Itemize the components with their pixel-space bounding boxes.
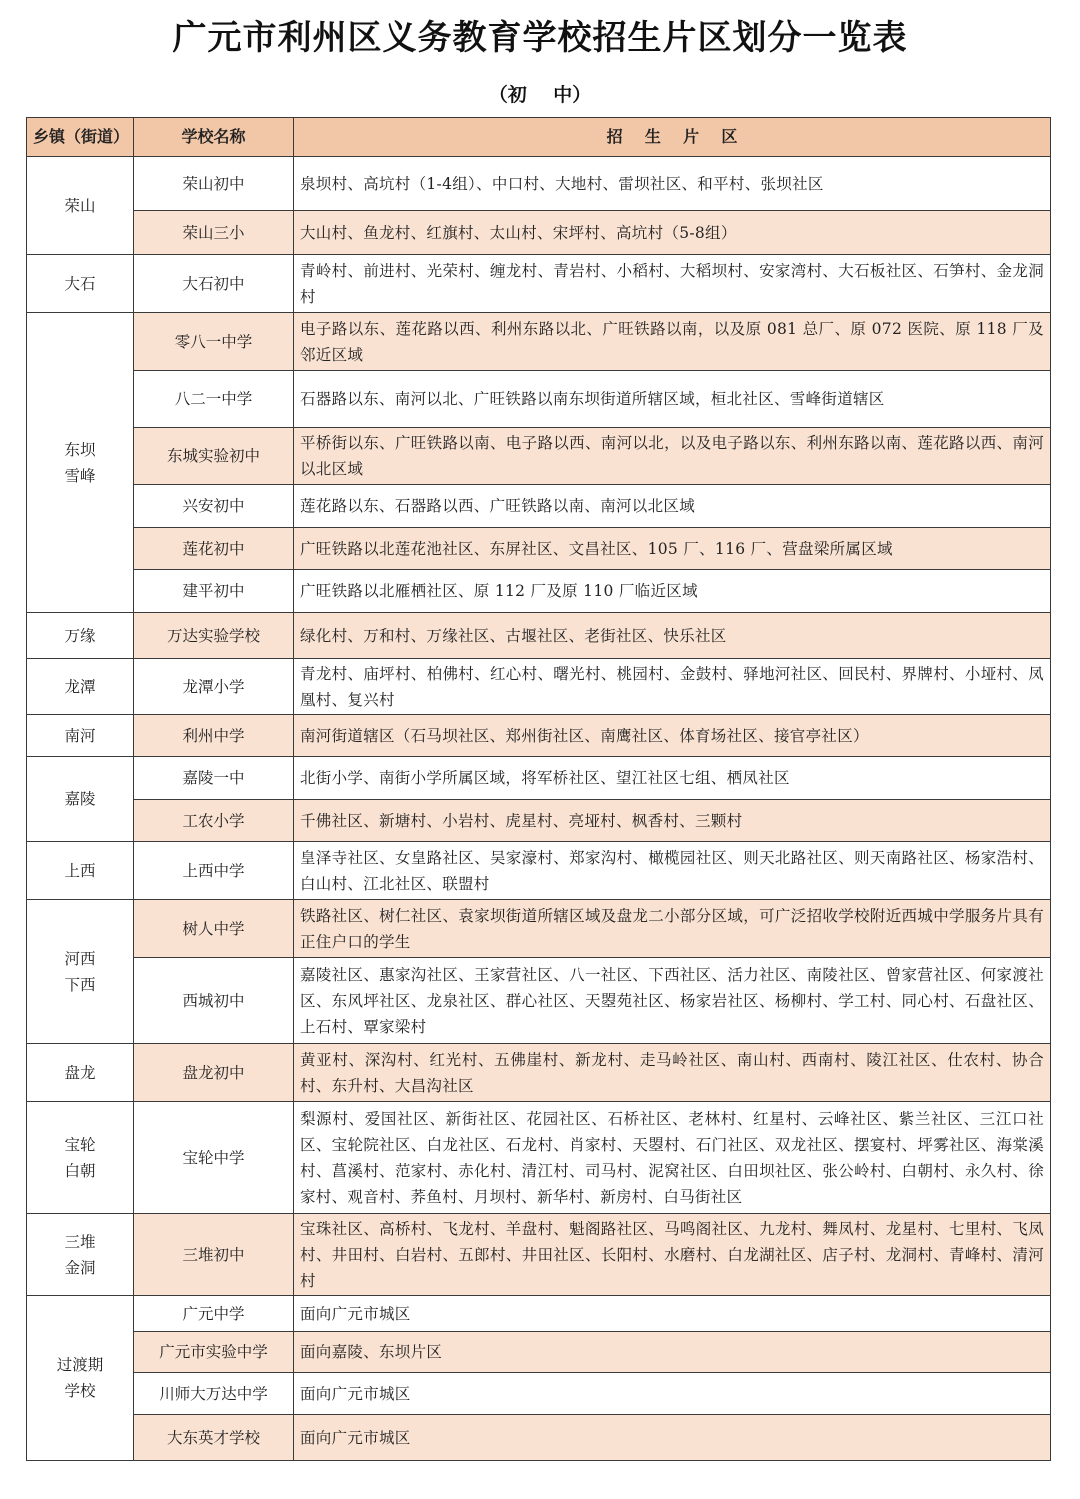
town-cell: 万缘 xyxy=(27,613,134,659)
area-cell: 嘉陵社区、惠家沟社区、王家营社区、八一社区、下西社区、活力社区、南陵社区、曾家营社区、何家渡社区、东风坪社区、龙泉社区、群心社区、天曌苑社区、杨家岩社区、杨柳村、学工村、同心村、石盘社区、上石村、覃家梁村 xyxy=(294,958,1051,1044)
town-cell: 过渡期 学校 xyxy=(27,1296,134,1461)
area-cell: 青龙村、庙坪村、柏佛村、红心村、曙光村、桃园村、金鼓村、驿地河社区、回民村、界牌村、小垭村、凤凰村、复兴村 xyxy=(294,659,1051,715)
table-row xyxy=(27,800,1051,842)
area-cell: 千佛社区、新塘村、小岩村、虎星村、亮垭村、枫香村、三颗村 xyxy=(294,800,1051,842)
school-cell: 川师大万达中学 xyxy=(134,1373,294,1415)
area-cell: 青岭村、前进村、光荣村、缠龙村、青岩村、小稻村、大稻坝村、安家湾村、大石板社区、石笋村、金龙洞村 xyxy=(294,255,1051,313)
table-row xyxy=(27,570,1051,613)
area-cell: 皇泽寺社区、女皇路社区、吴家濠村、郑家沟村、橄榄园社区、则天北路社区、则天南路社区、杨家浩村、白山村、江北社区、联盟村 xyxy=(294,842,1051,900)
school-cell: 利州中学 xyxy=(134,715,294,757)
town-cell: 三堆 金洞 xyxy=(27,1214,134,1296)
area-cell: 绿化村、万和村、万缘社区、古堰社区、老街社区、快乐社区 xyxy=(294,613,1051,659)
table-row xyxy=(27,900,1051,958)
table-row xyxy=(27,428,1051,485)
school-cell: 万达实验学校 xyxy=(134,613,294,659)
table-row xyxy=(27,1214,1051,1296)
school-cell: 兴安初中 xyxy=(134,485,294,528)
school-cell: 东城实验初中 xyxy=(134,428,294,485)
area-cell: 广旺铁路以北莲花池社区、东屏社区、文昌社区、105 厂、116 厂、营盘梁所属区域 xyxy=(294,528,1051,570)
area-cell: 梨源村、爱国社区、新街社区、花园社区、石桥社区、老林村、红星村、云峰社区、紫兰社区、三江口社区、宝轮院社区、白龙社区、石龙村、肖家村、天曌村、石门社区、双龙社区、摆宴村、坪雾社区、海棠溪村、菖溪村、范家村、赤化村、清江村、司马村、泥窝社区、白田坝社区、张公岭村、白朝村、永久村、徐家村、观音村、荞鱼村、月坝村、新华村、新房村、白马街社区 xyxy=(294,1102,1051,1214)
area-cell: 面向广元市城区 xyxy=(294,1296,1051,1332)
school-cell: 广元市实验中学 xyxy=(134,1332,294,1373)
table-row xyxy=(27,1415,1051,1461)
area-cell: 面向广元市城区 xyxy=(294,1415,1051,1461)
school-cell: 荣山初中 xyxy=(134,157,294,211)
school-cell: 建平初中 xyxy=(134,570,294,613)
area-cell: 铁路社区、树仁社区、袁家坝街道所辖区域及盘龙二小部分区域，可广泛招收学校附近西城中学服务片具有正住户口的学生 xyxy=(294,900,1051,958)
school-cell: 西城初中 xyxy=(134,958,294,1044)
area-cell: 平桥街以东、广旺铁路以南、电子路以西、南河以北，以及电子路以东、利州东路以南、莲花路以西、南河以北区域 xyxy=(294,428,1051,485)
town-cell: 大石 xyxy=(27,255,134,313)
area-cell: 南河街道辖区（石马坝社区、郑州街社区、南鹰社区、体育场社区、接官亭社区） xyxy=(294,715,1051,757)
school-cell: 广元中学 xyxy=(134,1296,294,1332)
town-cell: 河西 下西 xyxy=(27,900,134,1044)
town-cell: 荣山 xyxy=(27,157,134,255)
area-cell: 莲花路以东、石器路以西、广旺铁路以南、南河以北区域 xyxy=(294,485,1051,528)
area-cell: 面向广元市城区 xyxy=(294,1373,1051,1415)
school-cell: 宝轮中学 xyxy=(134,1102,294,1214)
school-cell: 荣山三小 xyxy=(134,211,294,255)
area-cell: 北街小学、南街小学所属区域，将军桥社区、望江社区七组、栖凤社区 xyxy=(294,757,1051,800)
table-row xyxy=(27,211,1051,255)
table-row xyxy=(27,1332,1051,1373)
table-row xyxy=(27,842,1051,900)
header-school: 学校名称 xyxy=(134,118,294,157)
page-title: 广元市利州区义务教育学校招生片区划分一览表 xyxy=(172,18,908,58)
area-cell: 大山村、鱼龙村、红旗村、太山村、宋坪村、高坑村（5-8组） xyxy=(294,211,1051,255)
table-row xyxy=(27,1296,1051,1332)
table-row xyxy=(27,958,1051,1044)
area-cell: 面向嘉陵、东坝片区 xyxy=(294,1332,1051,1373)
table-header-row xyxy=(27,118,1051,157)
school-cell: 大石初中 xyxy=(134,255,294,313)
school-cell: 树人中学 xyxy=(134,900,294,958)
town-cell: 宝轮 白朝 xyxy=(27,1102,134,1214)
enrollment-table xyxy=(26,117,1051,1461)
area-cell: 黄亚村、深沟村、红光村、五佛崖村、新龙村、走马岭社区、南山村、西南村、陵江社区、仕农村、协合村、东升村、大昌沟社区 xyxy=(294,1044,1051,1102)
school-cell: 盘龙初中 xyxy=(134,1044,294,1102)
table-row xyxy=(27,1373,1051,1415)
town-cell: 南河 xyxy=(27,715,134,757)
area-cell: 广旺铁路以北雁栖社区、原 112 厂及原 110 厂临近区域 xyxy=(294,570,1051,613)
table-row xyxy=(27,613,1051,659)
school-cell: 大东英才学校 xyxy=(134,1415,294,1461)
town-cell: 盘龙 xyxy=(27,1044,134,1102)
school-cell: 嘉陵一中 xyxy=(134,757,294,800)
table-row xyxy=(27,371,1051,428)
table-row xyxy=(27,313,1051,371)
school-cell: 龙潭小学 xyxy=(134,659,294,715)
area-cell: 宝珠社区、高桥村、飞龙村、羊盘村、魁阁路社区、马鸣阁社区、九龙村、舞凤村、龙星村、七里村、飞凤村、井田村、白岩村、五郎村、井田社区、长阳村、水磨村、白龙湖社区、店子村、龙洞村、青峰村、清河村 xyxy=(294,1214,1051,1296)
header-area: 招 生 片 区 xyxy=(294,118,1051,157)
header-town: 乡镇（街道） xyxy=(27,118,134,157)
town-cell: 嘉陵 xyxy=(27,757,134,842)
page-subtitle: （初 中） xyxy=(488,84,592,106)
table-row xyxy=(27,157,1051,211)
school-cell: 莲花初中 xyxy=(134,528,294,570)
table-row xyxy=(27,757,1051,800)
area-cell: 电子路以东、莲花路以西、利州东路以北、广旺铁路以南，以及原 081 总厂、原 072 医院、原 118 厂及邻近区域 xyxy=(294,313,1051,371)
school-cell: 工农小学 xyxy=(134,800,294,842)
table-row xyxy=(27,485,1051,528)
town-cell: 上西 xyxy=(27,842,134,900)
table-row xyxy=(27,715,1051,757)
table-row xyxy=(27,659,1051,715)
school-cell: 八二一中学 xyxy=(134,371,294,428)
table-row xyxy=(27,255,1051,313)
table-row xyxy=(27,1102,1051,1214)
school-cell: 上西中学 xyxy=(134,842,294,900)
area-cell: 石器路以东、南河以北、广旺铁路以南东坝街道所辖区域，桓北社区、雪峰街道辖区 xyxy=(294,371,1051,428)
school-cell: 三堆初中 xyxy=(134,1214,294,1296)
area-cell: 泉坝村、高坑村（1-4组）、中口村、大地村、雷坝社区、和平村、张坝社区 xyxy=(294,157,1051,211)
town-cell: 东坝 雪峰 xyxy=(27,313,134,613)
table-row xyxy=(27,528,1051,570)
school-cell: 零八一中学 xyxy=(134,313,294,371)
town-cell: 龙潭 xyxy=(27,659,134,715)
table-row xyxy=(27,1044,1051,1102)
